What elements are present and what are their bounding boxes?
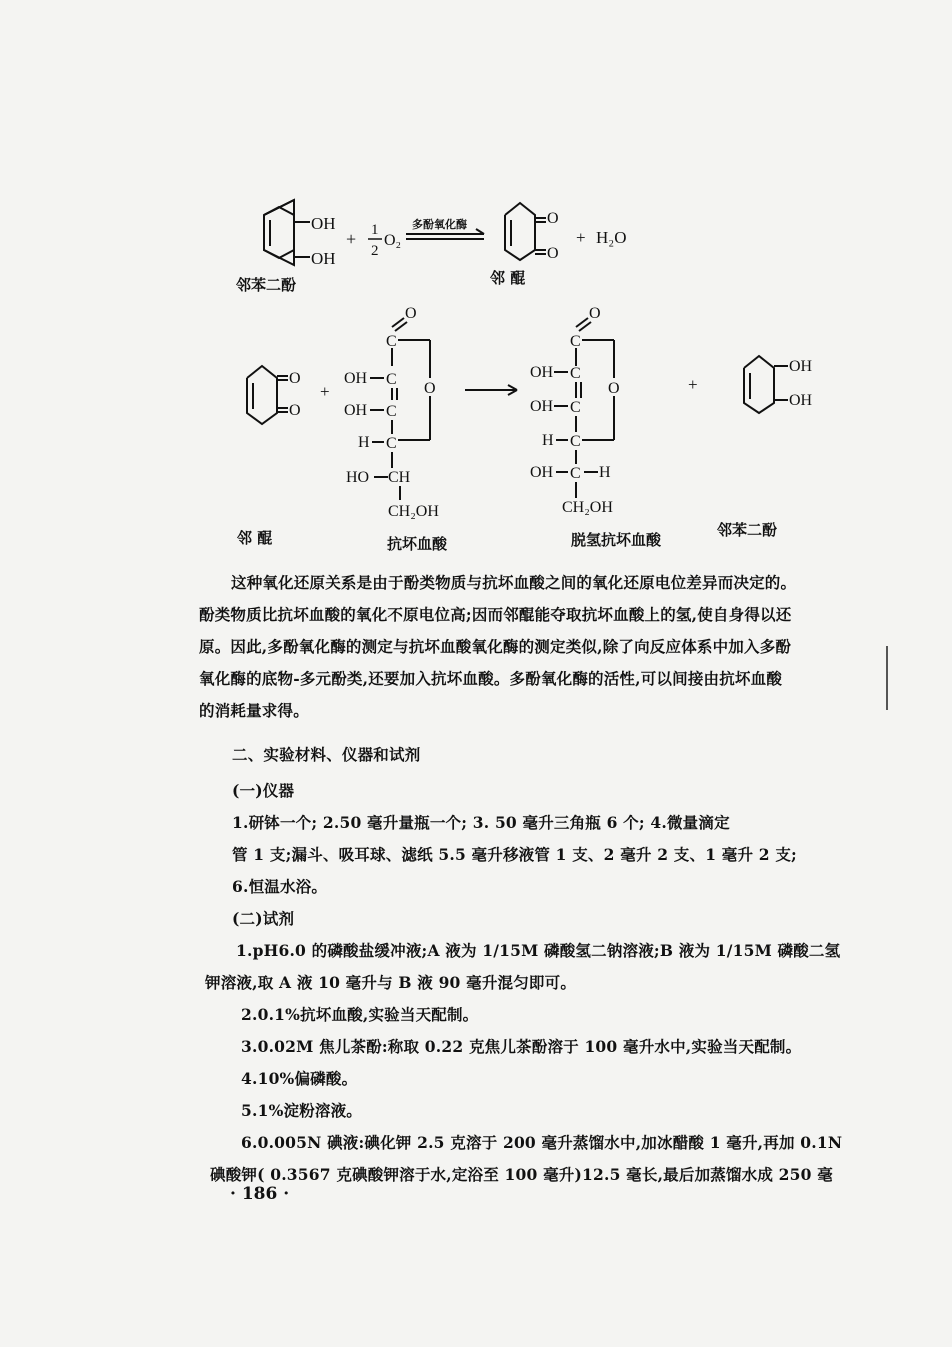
quinone-o-top: O (547, 210, 559, 227)
oxygen-label: O₂ (384, 232, 402, 249)
oh-label: OH (530, 398, 554, 415)
list-item: 4.10%偏磷酸。 (241, 1069, 358, 1088)
plus-sign: + (346, 229, 357, 249)
carbon-1: C (570, 333, 581, 350)
catechol-label: 邻苯二酚 (717, 521, 778, 539)
list-item: 6.0.005N 碘液:碘化钾 2.5 克溶于 200 毫升蒸馏水中,加冰醋酸 1 毫升,再加 0.1N (241, 1133, 843, 1152)
quinone-label: 邻 醌 (237, 529, 273, 547)
quinone-label: 邻 醌 (490, 269, 526, 287)
list-item: 2.0.1%抗坏血酸,实验当天配制。 (241, 1005, 479, 1024)
h-label: H (542, 432, 554, 449)
page-number: · 186 · (230, 1184, 290, 1204)
subsection-heading: (一)仪器 (232, 781, 295, 800)
oh-label: OH (530, 464, 554, 481)
oh-bottom-label: OH (789, 392, 813, 409)
ch2oh-label: CH₂OH (388, 503, 439, 520)
list-item: 5.1%淀粉溶液。 (241, 1101, 362, 1120)
carbon-2: C (386, 371, 397, 388)
oh-bottom-label: OH (311, 249, 336, 268)
oh-label: OH (344, 370, 368, 387)
carbon-5: C (570, 465, 581, 482)
list-item: 1.pH6.0 的磷酸盐缓冲液;A 液为 1/15M 磷酸氢二钠溶液;B 液为 1/15M 磷酸二氢 (236, 941, 841, 960)
ring-oxygen: O (424, 380, 436, 397)
list-item: 1.研钵一个; 2.50 毫升量瓶一个; 3. 50 毫升三角瓶 6 个; 4.微量滴定 (232, 813, 730, 832)
oh-label: OH (344, 402, 368, 419)
ch2oh-label: CH₂OH (562, 499, 613, 516)
carbon-1: C (386, 333, 397, 350)
list-item: 3.0.02M 焦儿茶酚:称取 0.22 克焦儿茶酚溶于 100 毫升水中,实验当天配制。 (241, 1037, 802, 1056)
catechol-label: 邻苯二酚 (236, 276, 297, 294)
dehydroascorbic-acid-label: 脱氢抗坏血酸 (571, 531, 662, 549)
oh-top-label: OH (311, 214, 336, 233)
list-item: 碘酸钾( 0.3567 克碘酸钾溶于水,定浴至 100 毫升)12.5 毫长,最后加蒸馏水成 250 毫 (210, 1165, 833, 1184)
paragraph-line: 原。因此,多酚氧化酶的测定与抗坏血酸氧化酶的测定类似,除了向反应体系中加入多酚 (199, 637, 792, 656)
paragraph-line: 氧化酶的底物-多元酚类,还要加入抗坏血酸。多酚氧化酶的活性,可以间接由抗坏血酸 (199, 669, 783, 688)
margin-mark (886, 646, 888, 710)
section-heading: 二、实验材料、仪器和试剂 (232, 745, 421, 764)
h-label: H (358, 434, 370, 451)
quinone-o-bottom: O (547, 245, 559, 262)
list-item: 6.恒温水浴。 (232, 877, 328, 896)
catalyst-label: 多酚氧化酶 (412, 218, 467, 231)
h-label: H (599, 464, 611, 481)
ascorbic-acid-label: 抗坏血酸 (387, 535, 448, 553)
fraction-numerator: 1 (371, 222, 379, 238)
ho-label: HO (346, 469, 370, 486)
quinone-o-top: O (289, 370, 301, 387)
carbon-4: C (386, 435, 397, 452)
plus-sign: + (688, 375, 698, 394)
carbon-3: C (570, 399, 581, 416)
paragraph-line: 酚类物质比抗坏血酸的氧化不原电位高;因而邻醌能夺取抗坏血酸上的氢,使自身得以还 (199, 605, 792, 624)
ring-oxygen: O (608, 380, 620, 397)
list-item: 管 1 支;漏斗、吸耳球、滤纸 5.5 毫升移液管 1 支、2 毫升 2 支、1 毫升 2 支; (232, 845, 797, 864)
quinone-o-bottom: O (289, 402, 301, 419)
ch-label: CH (388, 469, 411, 486)
subsection-heading: (二)试剂 (232, 909, 295, 928)
plus-sign: + (576, 228, 586, 247)
carbon-2: C (570, 365, 581, 382)
paragraph-line: 这种氧化还原关系是由于酚类物质与抗坏血酸之间的氧化还原电位差异而决定的。 (231, 573, 797, 592)
oh-label: OH (530, 364, 554, 381)
carbonyl-o: O (589, 305, 601, 322)
water-label: H₂O (596, 228, 627, 247)
paragraph-line: 的消耗量求得。 (199, 701, 309, 720)
carbon-4: C (570, 433, 581, 450)
plus-sign: + (320, 382, 330, 401)
list-item: 钾溶液,取 A 液 10 毫升与 B 液 90 毫升混匀即可。 (205, 973, 577, 992)
carbonyl-o: O (405, 305, 417, 322)
fraction-denominator: 2 (371, 243, 379, 259)
oh-top-label: OH (789, 358, 813, 375)
carbon-3: C (386, 403, 397, 420)
